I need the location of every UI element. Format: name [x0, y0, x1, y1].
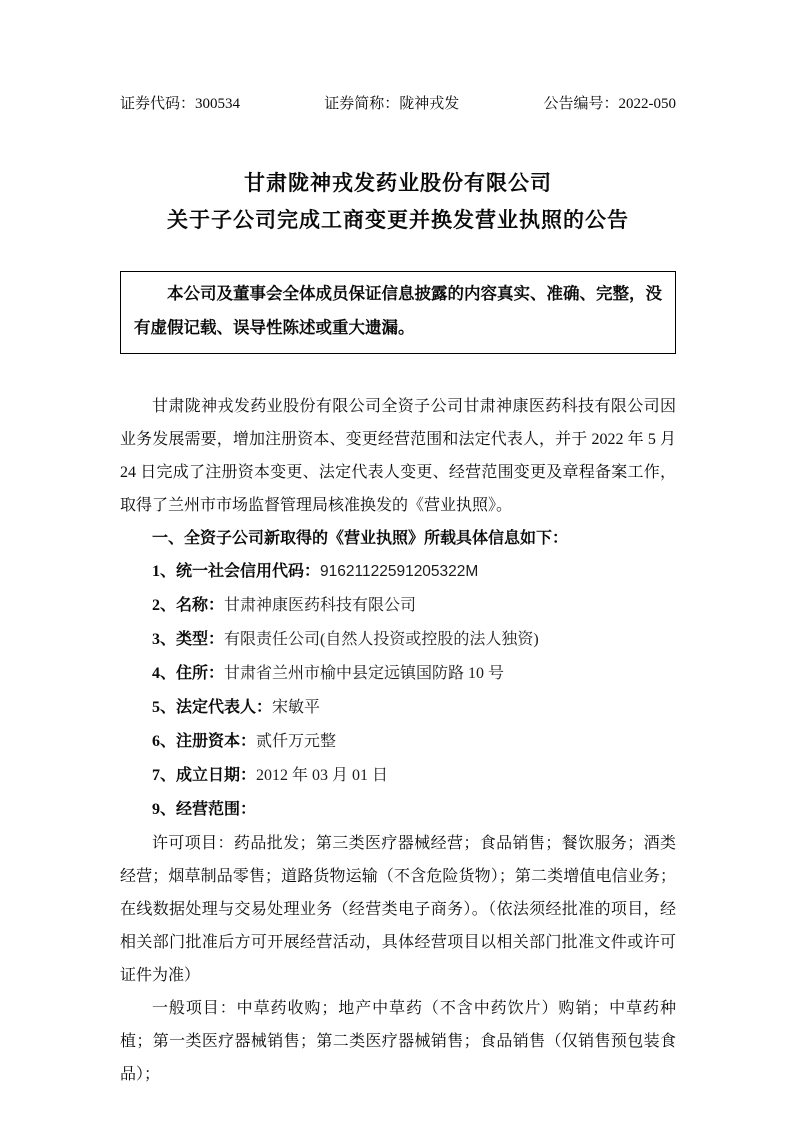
item-label: 7、成立日期： — [152, 767, 257, 784]
announcement-number: 公告编号：2022-050 — [543, 96, 676, 112]
item-value: 甘肃神康医药科技有限公司 — [224, 597, 417, 614]
stock-short-name: 证券简称：陇神戎发 — [324, 96, 460, 112]
license-item-address — [120, 657, 676, 691]
stock-code: 证券代码：300534 — [120, 96, 241, 112]
license-item-business-scope — [120, 793, 676, 827]
company-name-title: 甘肃陇神戎发药业股份有限公司 — [244, 171, 552, 195]
license-item-credit-code — [120, 555, 676, 589]
item-value: 甘肃省兰州市榆中县定远镇国防路 10 号 — [224, 665, 505, 682]
item-label: 6、注册资本： — [152, 733, 257, 750]
license-item-registered-capital — [120, 725, 676, 759]
disclaimer-text: 本公司及董事会全体成员保证信息披露的内容真实、准确、完整，没有虚假记载、误导性陈述或重大遗漏。 — [134, 284, 662, 337]
announcement-subject-title: 关于子公司完成工商变更并换发营业执照的公告 — [167, 208, 629, 232]
item-value: 有限责任公司(自然人投资或控股的法人独资) — [224, 631, 539, 648]
item-label: 4、住所： — [152, 665, 225, 682]
item-value: 宋敏平 — [272, 699, 321, 716]
title-block — [120, 165, 676, 239]
licensed-projects-paragraph: 许可项目：药品批发；第三类医疗器械经营；食品销售；餐饮服务；酒类经营；烟草制品零售；道路货物运输（不含危险货物）；第二类增值电信业务；在线数据处理与交易处理业务（经营类电子商务）。（依法须经批准的项目，经相关部门批准后方可开展经营活动，具体经营项目以相关部门批准文件或许可证件为准） — [120, 835, 676, 984]
section-heading: 一、全资子公司新取得的《营业执照》所载具体信息如下： — [152, 530, 569, 547]
license-item-establishment-date — [120, 759, 676, 793]
license-info-list — [120, 555, 676, 827]
license-item-name — [120, 589, 676, 623]
item-label: 9、经营范围： — [152, 801, 257, 818]
license-item-type — [120, 623, 676, 657]
item-label: 3、类型： — [152, 631, 225, 648]
general-projects-paragraph: 一般项目：中草药收购；地产中草药（不含中药饮片）购销；中草药种植；第一类医疗器械销售；第二类医疗器械销售；食品销售（仅销售预包装食品）； — [120, 1000, 676, 1083]
item-value: 2012 年 03 月 01 日 — [256, 767, 389, 784]
item-value: 贰仟万元整 — [256, 733, 337, 750]
intro-paragraph: 甘肃陇神戎发药业股份有限公司全资子公司甘肃神康医药科技有限公司因业务发展需要，增加注册资本、变更经营范围和法定代表人，并于 2022 年 5 月 24 日完成了注册资本变更、法定代表人变更、经营范围变更及章程备案工作，取得了兰州市市场监督管理局核准换发的《营业执照》。 — [120, 398, 676, 514]
disclaimer-box — [120, 271, 676, 354]
item-label: 5、法定代表人： — [152, 699, 273, 716]
item-label: 1、统一社会信用代码： — [152, 563, 321, 580]
securities-header — [120, 95, 676, 113]
item-label: 2、名称： — [152, 597, 225, 614]
license-item-legal-representative — [120, 691, 676, 725]
item-value: 91621122591205322M — [320, 563, 479, 580]
